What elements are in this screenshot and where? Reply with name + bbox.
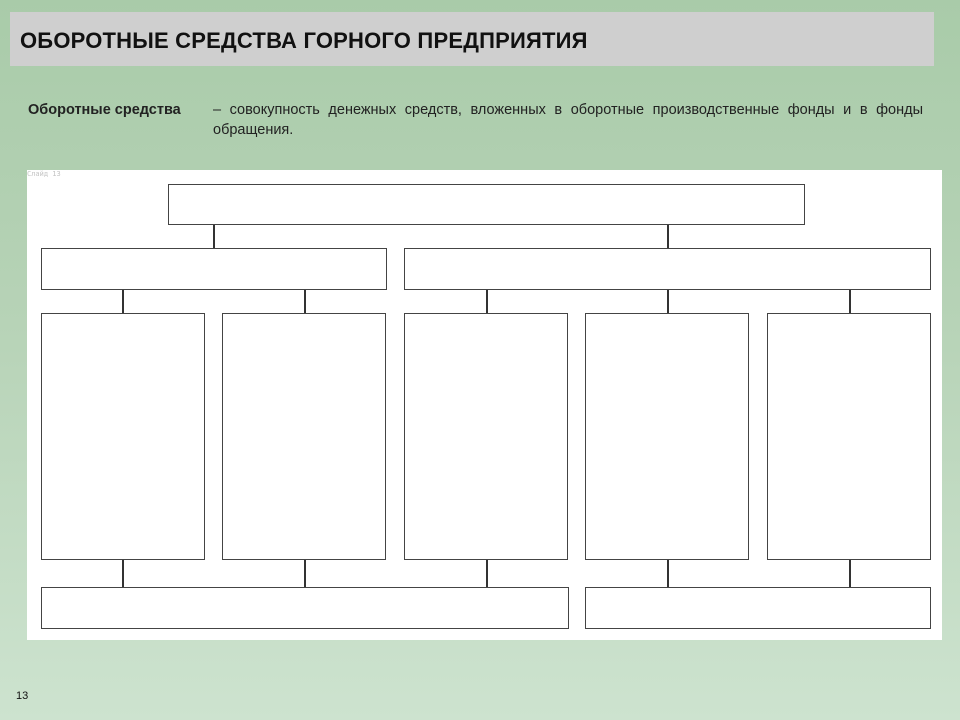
node-level3-2 (222, 313, 386, 560)
connector-l3-4-bottom (667, 559, 669, 587)
node-bottom-left (41, 587, 569, 629)
page-number: 13 (16, 690, 29, 702)
node-level3-3 (404, 313, 568, 560)
connector-l3-1-bottom (122, 559, 124, 587)
node-root (168, 184, 805, 225)
connector-root-right (667, 224, 669, 248)
definition-term: Оборотные средства (28, 102, 181, 118)
connector-right-l3-5 (849, 289, 851, 313)
node-level2-left (41, 248, 387, 290)
connector-left-l3-2 (304, 289, 306, 313)
slide-title: ОБОРОТНЫЕ СРЕДСТВА ГОРНОГО ПРЕДПРИЯТИЯ (20, 28, 588, 53)
connector-l3-5-bottom (849, 559, 851, 587)
connector-left-l3-1 (122, 289, 124, 313)
node-level3-4 (585, 313, 749, 560)
connector-right-l3-3 (486, 289, 488, 313)
node-level2-right (404, 248, 931, 290)
title-bar (10, 12, 934, 66)
node-bottom-right (585, 587, 931, 629)
definition-text: – совокупность денежных средств, вложенных в оборотные производственные фонды и в фонды обращения. (213, 102, 923, 138)
connector-l3-3-bottom (486, 559, 488, 587)
node-level3-1 (41, 313, 205, 560)
connector-right-l3-4 (667, 289, 669, 313)
connector-root-left (213, 224, 215, 248)
diagram-panel (27, 170, 942, 640)
connector-l3-2-bottom (304, 559, 306, 587)
panel-mark: Слайд 13 (27, 170, 61, 178)
node-level3-5 (767, 313, 931, 560)
